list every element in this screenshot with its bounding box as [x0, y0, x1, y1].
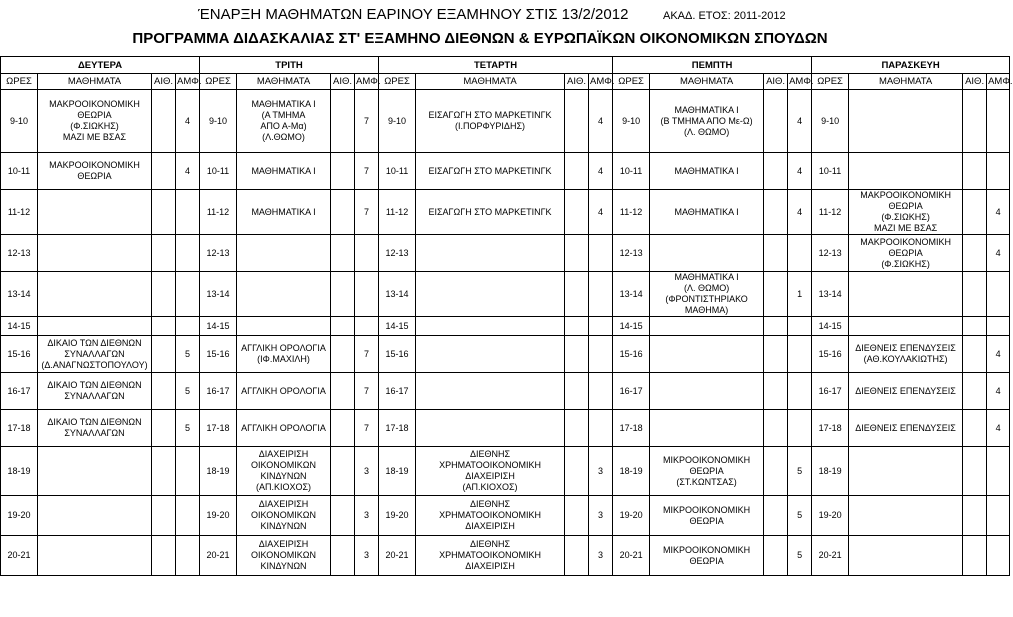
column-header-course: ΜΑΘΗΜΑΤΑ	[237, 74, 331, 90]
room-cell	[152, 317, 176, 336]
room-cell	[331, 410, 355, 447]
column-header-hours: ΩΡΕΣ	[812, 74, 849, 90]
course-cell: ΔΙΕΘΝΗΣ ΧΡΗΜΑΤΟΟΙΚΟΝΟΜΙΚΗ ΔΙΑΧΕΙΡΙΣΗ	[416, 536, 565, 576]
table-row	[1, 190, 1010, 235]
room-cell	[963, 190, 987, 235]
column-header-course: ΜΑΘΗΜΑΤΑ	[849, 74, 963, 90]
course-cell: ΜΙΚΡΟΟΙΚΟΝΟΜΙΚΗ ΘΕΩΡΙΑ	[650, 536, 764, 576]
amph-cell: 5	[788, 536, 812, 576]
amph-cell	[788, 317, 812, 336]
amph-cell: 4	[987, 373, 1010, 410]
page-subtitle: ΠΡΟΓΡΑΜΜΑ ΔΙΔΑΣΚΑΛΙΑΣ ΣΤ' ΕΞΑΜΗΝΟ ΔΙΕΘΝΩΝ & ΕΥΡΩΠΑΪΚΩΝ ΟΙΚΟΝΟΜΙΚΩΝ ΣΠΟΥΔΩΝ	[132, 30, 828, 47]
room-cell	[565, 336, 589, 373]
table-row	[1, 373, 1010, 410]
hour-cell: 10-11	[200, 153, 237, 190]
amph-cell	[355, 272, 379, 317]
room-cell	[565, 153, 589, 190]
hour-cell: 18-19	[812, 447, 849, 496]
room-cell	[565, 190, 589, 235]
course-cell: ΔΙΚΑΙΟ ΤΩΝ ΔΙΕΘΝΩΝ ΣΥΝΑΛΛΑΓΩΝ	[38, 410, 152, 447]
course-cell: ΔΙΑΧΕΙΡΙΣΗ ΟΙΚΟΝΟΜΙΚΩΝ ΚΙΝΔΥΝΩΝ (ΑΠ.ΚΙΟΧΟΣ)	[237, 447, 331, 496]
hour-cell: 11-12	[1, 190, 38, 235]
hour-cell: 10-11	[812, 153, 849, 190]
hour-cell: 11-12	[200, 190, 237, 235]
course-cell	[416, 272, 565, 317]
course-cell: ΔΙΑΧΕΙΡΙΣΗ ΟΙΚΟΝΟΜΙΚΩΝ ΚΙΝΔΥΝΩΝ	[237, 496, 331, 536]
room-cell	[152, 153, 176, 190]
column-header-course: ΜΑΘΗΜΑΤΑ	[650, 74, 764, 90]
room-cell	[764, 447, 788, 496]
amph-cell: 4	[176, 153, 200, 190]
room-cell	[963, 410, 987, 447]
hour-cell: 20-21	[613, 536, 650, 576]
hour-cell: 12-13	[379, 235, 416, 272]
course-cell: ΜΑΘΗΜΑΤΙΚΑ Ι (Β ΤΜΗΜΑ ΑΠΟ Με-Ω) (Λ. ΘΩΜΟ)	[650, 90, 764, 153]
hour-cell: 14-15	[200, 317, 237, 336]
room-cell	[331, 153, 355, 190]
amph-cell: 4	[589, 190, 613, 235]
room-cell	[764, 190, 788, 235]
course-cell: ΜΑΘΗΜΑΤΙΚΑ Ι	[650, 153, 764, 190]
course-cell	[650, 373, 764, 410]
hour-cell: 20-21	[200, 536, 237, 576]
room-cell	[963, 235, 987, 272]
hour-cell: 19-20	[613, 496, 650, 536]
room-cell	[152, 536, 176, 576]
amph-cell: 3	[589, 496, 613, 536]
table-row	[1, 235, 1010, 272]
column-header-amph: ΑΜΦ.	[589, 74, 613, 90]
hour-cell: 12-13	[1, 235, 38, 272]
column-header-amph: ΑΜΦ.	[176, 74, 200, 90]
hour-cell: 15-16	[200, 336, 237, 373]
amph-cell: 4	[987, 336, 1010, 373]
hour-cell: 15-16	[812, 336, 849, 373]
column-header-hours: ΩΡΕΣ	[379, 74, 416, 90]
amph-cell	[987, 317, 1010, 336]
hour-cell: 20-21	[812, 536, 849, 576]
amph-cell	[176, 496, 200, 536]
amph-cell	[176, 235, 200, 272]
course-cell	[416, 336, 565, 373]
hour-cell: 16-17	[379, 373, 416, 410]
course-cell: ΔΙΕΘΝΕΙΣ ΕΠΕΝΔΥΣΕΙΣ	[849, 410, 963, 447]
day-header: ΠΕΜΠΤΗ	[613, 57, 812, 74]
academic-year: ΑΚΑΔ. ΕΤΟΣ: 2011-2012	[663, 10, 786, 22]
room-cell	[565, 235, 589, 272]
course-cell	[416, 235, 565, 272]
amph-cell	[176, 536, 200, 576]
course-cell: ΜΑΚΡΟΟΙΚΟΝΟΜΙΚΗ ΘΕΩΡΙΑ (Φ.ΣΙΩΚΗΣ) ΜΑΖΙ ΜΕ ΒΣΑΣ	[38, 90, 152, 153]
amph-cell: 3	[589, 536, 613, 576]
course-cell	[416, 373, 565, 410]
room-cell	[565, 410, 589, 447]
hour-cell: 19-20	[379, 496, 416, 536]
room-cell	[764, 317, 788, 336]
course-cell	[38, 496, 152, 536]
amph-cell: 3	[355, 496, 379, 536]
course-cell	[650, 410, 764, 447]
amph-cell: 5	[176, 336, 200, 373]
course-cell	[237, 272, 331, 317]
hour-cell: 9-10	[613, 90, 650, 153]
hour-cell: 17-18	[200, 410, 237, 447]
room-cell	[764, 410, 788, 447]
day-header: ΤΕΤΑΡΤΗ	[379, 57, 613, 74]
amph-cell	[176, 447, 200, 496]
column-header-hours: ΩΡΕΣ	[1, 74, 38, 90]
room-cell	[565, 272, 589, 317]
hour-cell: 14-15	[812, 317, 849, 336]
day-header: ΔΕΥΤΕΡΑ	[1, 57, 200, 74]
room-cell	[152, 190, 176, 235]
day-header-row	[1, 57, 1010, 74]
hour-cell: 10-11	[1, 153, 38, 190]
amph-cell	[987, 536, 1010, 576]
amph-cell	[176, 190, 200, 235]
hour-cell: 13-14	[379, 272, 416, 317]
amph-cell: 7	[355, 153, 379, 190]
hour-cell: 16-17	[812, 373, 849, 410]
column-header-room: ΑΙΘ.	[764, 74, 788, 90]
hour-cell: 13-14	[1, 272, 38, 317]
hour-cell: 9-10	[200, 90, 237, 153]
room-cell	[963, 373, 987, 410]
room-cell	[152, 90, 176, 153]
hour-cell: 18-19	[613, 447, 650, 496]
course-cell: ΜΑΘΗΜΑΤΙΚΑ Ι (Α ΤΜΗΜΑ ΑΠΟ Α-Μα) (Λ.ΘΩΜΟ)	[237, 90, 331, 153]
table-row	[1, 447, 1010, 496]
course-cell: ΜΑΚΡΟΟΙΚΟΝΟΜΙΚΗ ΘΕΩΡΙΑ (Φ.ΣΙΩΚΗΣ) ΜΑΖΙ ΜΕ ΒΣΑΣ	[849, 190, 963, 235]
hour-cell: 9-10	[1, 90, 38, 153]
course-cell	[849, 153, 963, 190]
amph-cell: 3	[355, 536, 379, 576]
course-cell	[849, 447, 963, 496]
amph-cell: 7	[355, 373, 379, 410]
room-cell	[152, 496, 176, 536]
hour-cell: 16-17	[613, 373, 650, 410]
course-cell	[416, 317, 565, 336]
column-header-course: ΜΑΘΗΜΑΤΑ	[416, 74, 565, 90]
room-cell	[764, 153, 788, 190]
table-row	[1, 410, 1010, 447]
room-cell	[565, 90, 589, 153]
room-cell	[565, 317, 589, 336]
course-cell: ΑΓΓΛΙΚΗ ΟΡΟΛΟΓΙΑ	[237, 373, 331, 410]
room-cell	[764, 90, 788, 153]
hour-cell: 13-14	[613, 272, 650, 317]
room-cell	[152, 272, 176, 317]
amph-cell	[788, 410, 812, 447]
course-cell	[38, 190, 152, 235]
room-cell	[331, 272, 355, 317]
column-header-room: ΑΙΘ.	[152, 74, 176, 90]
course-cell	[650, 317, 764, 336]
hour-cell: 11-12	[379, 190, 416, 235]
room-cell	[331, 317, 355, 336]
hour-cell: 13-14	[200, 272, 237, 317]
amph-cell	[176, 272, 200, 317]
hour-cell: 11-12	[812, 190, 849, 235]
course-cell: ΜΑΘΗΜΑΤΙΚΑ Ι	[650, 190, 764, 235]
column-header-row	[1, 74, 1010, 90]
column-header-hours: ΩΡΕΣ	[200, 74, 237, 90]
course-cell	[237, 235, 331, 272]
course-cell: ΔΙΕΘΝΕΙΣ ΕΠΕΝΔΥΣΕΙΣ (ΑΘ.ΚΟΥΛΑΚΙΩΤΗΣ)	[849, 336, 963, 373]
hour-cell: 15-16	[1, 336, 38, 373]
course-cell: ΔΙΕΘΝΗΣ ΧΡΗΜΑΤΟΟΙΚΟΝΟΜΙΚΗ ΔΙΑΧΕΙΡΙΣΗ	[416, 496, 565, 536]
hour-cell: 13-14	[812, 272, 849, 317]
room-cell	[331, 373, 355, 410]
table-row	[1, 90, 1010, 153]
course-cell: ΜΑΚΡΟΟΙΚΟΝΟΜΙΚΗ ΘΕΩΡΙΑ	[38, 153, 152, 190]
course-cell	[849, 496, 963, 536]
course-cell: ΕΙΣΑΓΩΓΗ ΣΤΟ ΜΑΡΚΕΤΙΝΓΚ	[416, 153, 565, 190]
room-cell	[152, 336, 176, 373]
amph-cell: 3	[355, 447, 379, 496]
hour-cell: 16-17	[200, 373, 237, 410]
amph-cell: 7	[355, 190, 379, 235]
amph-cell: 1	[788, 272, 812, 317]
hour-cell: 20-21	[1, 536, 38, 576]
room-cell	[152, 447, 176, 496]
table-row	[1, 536, 1010, 576]
amph-cell: 4	[176, 90, 200, 153]
course-cell: ΜΑΘΗΜΑΤΙΚΑ Ι (Λ. ΘΩΜΟ) (ΦΡΟΝΤΙΣΤΗΡΙΑΚΟ ΜΑΘΗΜΑ)	[650, 272, 764, 317]
course-cell: ΔΙΚΑΙΟ ΤΩΝ ΔΙΕΘΝΩΝ ΣΥΝΑΛΛΑΓΩΝ (Δ.ΑΝΑΓΝΩΣΤΟΠΟΥΛΟΥ)	[38, 336, 152, 373]
amph-cell	[589, 410, 613, 447]
room-cell	[963, 536, 987, 576]
amph-cell	[987, 90, 1010, 153]
amph-cell: 4	[589, 153, 613, 190]
hour-cell: 17-18	[613, 410, 650, 447]
amph-cell	[788, 235, 812, 272]
course-cell	[38, 447, 152, 496]
course-cell: ΜΑΘΗΜΑΤΙΚΑ Ι	[237, 153, 331, 190]
room-cell	[764, 373, 788, 410]
column-header-amph: ΑΜΦ.	[788, 74, 812, 90]
room-cell	[963, 90, 987, 153]
hour-cell: 15-16	[613, 336, 650, 373]
table-row	[1, 153, 1010, 190]
hour-cell: 12-13	[812, 235, 849, 272]
hour-cell: 19-20	[200, 496, 237, 536]
course-cell: ΑΓΓΛΙΚΗ ΟΡΟΛΟΓΙΑ	[237, 410, 331, 447]
room-cell	[963, 496, 987, 536]
amph-cell: 7	[355, 410, 379, 447]
amph-cell	[788, 336, 812, 373]
room-cell	[963, 317, 987, 336]
hour-cell: 9-10	[379, 90, 416, 153]
room-cell	[331, 496, 355, 536]
hour-cell: 16-17	[1, 373, 38, 410]
table-row	[1, 336, 1010, 373]
course-cell	[38, 235, 152, 272]
hour-cell: 20-21	[379, 536, 416, 576]
course-cell	[849, 272, 963, 317]
amph-cell: 4	[788, 153, 812, 190]
room-cell	[331, 536, 355, 576]
course-cell: ΜΑΚΡΟΟΙΚΟΝΟΜΙΚΗ ΘΕΩΡΙΑ (Φ.ΣΙΩΚΗΣ)	[849, 235, 963, 272]
course-cell	[650, 336, 764, 373]
amph-cell	[589, 336, 613, 373]
amph-cell: 4	[987, 235, 1010, 272]
room-cell	[963, 336, 987, 373]
course-cell: ΕΙΣΑΓΩΓΗ ΣΤΟ ΜΑΡΚΕΤΙΝΓΚ (Ι.ΠΟΡΦΥΡΙΔΗΣ)	[416, 90, 565, 153]
hour-cell: 15-16	[379, 336, 416, 373]
column-header-hours: ΩΡΕΣ	[613, 74, 650, 90]
room-cell	[152, 373, 176, 410]
room-cell	[152, 410, 176, 447]
amph-cell	[589, 373, 613, 410]
room-cell	[963, 447, 987, 496]
course-cell	[38, 536, 152, 576]
amph-cell	[987, 496, 1010, 536]
room-cell	[764, 536, 788, 576]
day-header: ΤΡΙΤΗ	[200, 57, 379, 74]
hour-cell: 12-13	[613, 235, 650, 272]
room-cell	[152, 235, 176, 272]
hour-cell: 17-18	[379, 410, 416, 447]
hour-cell: 18-19	[1, 447, 38, 496]
amph-cell: 7	[355, 336, 379, 373]
hour-cell: 18-19	[379, 447, 416, 496]
course-cell: ΕΙΣΑΓΩΓΗ ΣΤΟ ΜΑΡΚΕΤΙΝΓΚ	[416, 190, 565, 235]
day-header: ΠΑΡΑΣΚΕΥΗ	[812, 57, 1010, 74]
amph-cell: 3	[589, 447, 613, 496]
hour-cell: 14-15	[613, 317, 650, 336]
amph-cell: 4	[788, 90, 812, 153]
hour-cell: 19-20	[812, 496, 849, 536]
page-title: ΈΝΑΡΞΗ ΜΑΘΗΜΑΤΩΝ ΕΑΡΙΝΟΥ ΕΞΑΜΗΝΟΥ ΣΤΙΣ 13/2/2012	[198, 6, 629, 23]
room-cell	[331, 447, 355, 496]
room-cell	[963, 153, 987, 190]
amph-cell	[788, 373, 812, 410]
column-header-room: ΑΙΘ.	[565, 74, 589, 90]
room-cell	[764, 235, 788, 272]
hour-cell: 12-13	[200, 235, 237, 272]
hour-cell: 14-15	[379, 317, 416, 336]
course-cell	[237, 317, 331, 336]
room-cell	[331, 235, 355, 272]
hour-cell: 11-12	[613, 190, 650, 235]
course-cell: ΔΙΕΘΝΕΙΣ ΕΠΕΝΔΥΣΕΙΣ	[849, 373, 963, 410]
room-cell	[331, 336, 355, 373]
amph-cell: 7	[355, 90, 379, 153]
hour-cell: 10-11	[379, 153, 416, 190]
course-cell: ΔΙΚΑΙΟ ΤΩΝ ΔΙΕΘΝΩΝ ΣΥΝΑΛΛΑΓΩΝ	[38, 373, 152, 410]
room-cell	[764, 272, 788, 317]
course-cell	[849, 536, 963, 576]
room-cell	[963, 272, 987, 317]
amph-cell: 4	[589, 90, 613, 153]
header-line	[0, 4, 960, 26]
amph-cell: 5	[176, 373, 200, 410]
course-cell: ΑΓΓΛΙΚΗ ΟΡΟΛΟΓΙΑ (ΙΦ.ΜΑΧΙΛΗ)	[237, 336, 331, 373]
course-cell: ΜΙΚΡΟΟΙΚΟΝΟΜΙΚΗ ΘΕΩΡΙΑ	[650, 496, 764, 536]
amph-cell: 4	[987, 190, 1010, 235]
hour-cell: 19-20	[1, 496, 38, 536]
column-header-amph: ΑΜΦ.	[987, 74, 1010, 90]
table-row	[1, 496, 1010, 536]
amph-cell	[589, 317, 613, 336]
course-cell	[849, 90, 963, 153]
amph-cell	[987, 272, 1010, 317]
amph-cell	[589, 235, 613, 272]
amph-cell	[355, 235, 379, 272]
course-cell	[38, 317, 152, 336]
course-cell: ΔΙΕΘΝΗΣ ΧΡΗΜΑΤΟΟΙΚΟΝΟΜΙΚΗ ΔΙΑΧΕΙΡΙΣΗ (ΑΠ.ΚΙΟΧΟΣ)	[416, 447, 565, 496]
amph-cell	[176, 317, 200, 336]
amph-cell: 5	[788, 496, 812, 536]
room-cell	[565, 373, 589, 410]
room-cell	[565, 536, 589, 576]
room-cell	[331, 90, 355, 153]
room-cell	[764, 336, 788, 373]
column-header-amph: ΑΜΦ.	[355, 74, 379, 90]
hour-cell: 17-18	[1, 410, 38, 447]
course-cell	[849, 317, 963, 336]
column-header-room: ΑΙΘ.	[963, 74, 987, 90]
amph-cell	[987, 153, 1010, 190]
course-cell: ΔΙΑΧΕΙΡΙΣΗ ΟΙΚΟΝΟΜΙΚΩΝ ΚΙΝΔΥΝΩΝ	[237, 536, 331, 576]
hour-cell: 14-15	[1, 317, 38, 336]
amph-cell: 5	[788, 447, 812, 496]
amph-cell	[987, 447, 1010, 496]
amph-cell	[355, 317, 379, 336]
course-cell	[38, 272, 152, 317]
room-cell	[565, 447, 589, 496]
amph-cell: 4	[987, 410, 1010, 447]
table-row	[1, 317, 1010, 336]
course-cell	[650, 235, 764, 272]
hour-cell: 18-19	[200, 447, 237, 496]
timetable	[0, 56, 1013, 576]
column-header-room: ΑΙΘ.	[331, 74, 355, 90]
course-cell: ΜΙΚΡΟΟΙΚΟΝΟΜΙΚΗ ΘΕΩΡΙΑ (ΣΤ.ΚΩΝΤΣΑΣ)	[650, 447, 764, 496]
room-cell	[331, 190, 355, 235]
hour-cell: 17-18	[812, 410, 849, 447]
room-cell	[565, 496, 589, 536]
hour-cell: 9-10	[812, 90, 849, 153]
table-row	[1, 272, 1010, 317]
course-cell: ΜΑΘΗΜΑΤΙΚΑ Ι	[237, 190, 331, 235]
amph-cell: 5	[176, 410, 200, 447]
room-cell	[764, 496, 788, 536]
amph-cell: 4	[788, 190, 812, 235]
amph-cell	[589, 272, 613, 317]
course-cell	[416, 410, 565, 447]
hour-cell: 10-11	[613, 153, 650, 190]
column-header-course: ΜΑΘΗΜΑΤΑ	[38, 74, 152, 90]
